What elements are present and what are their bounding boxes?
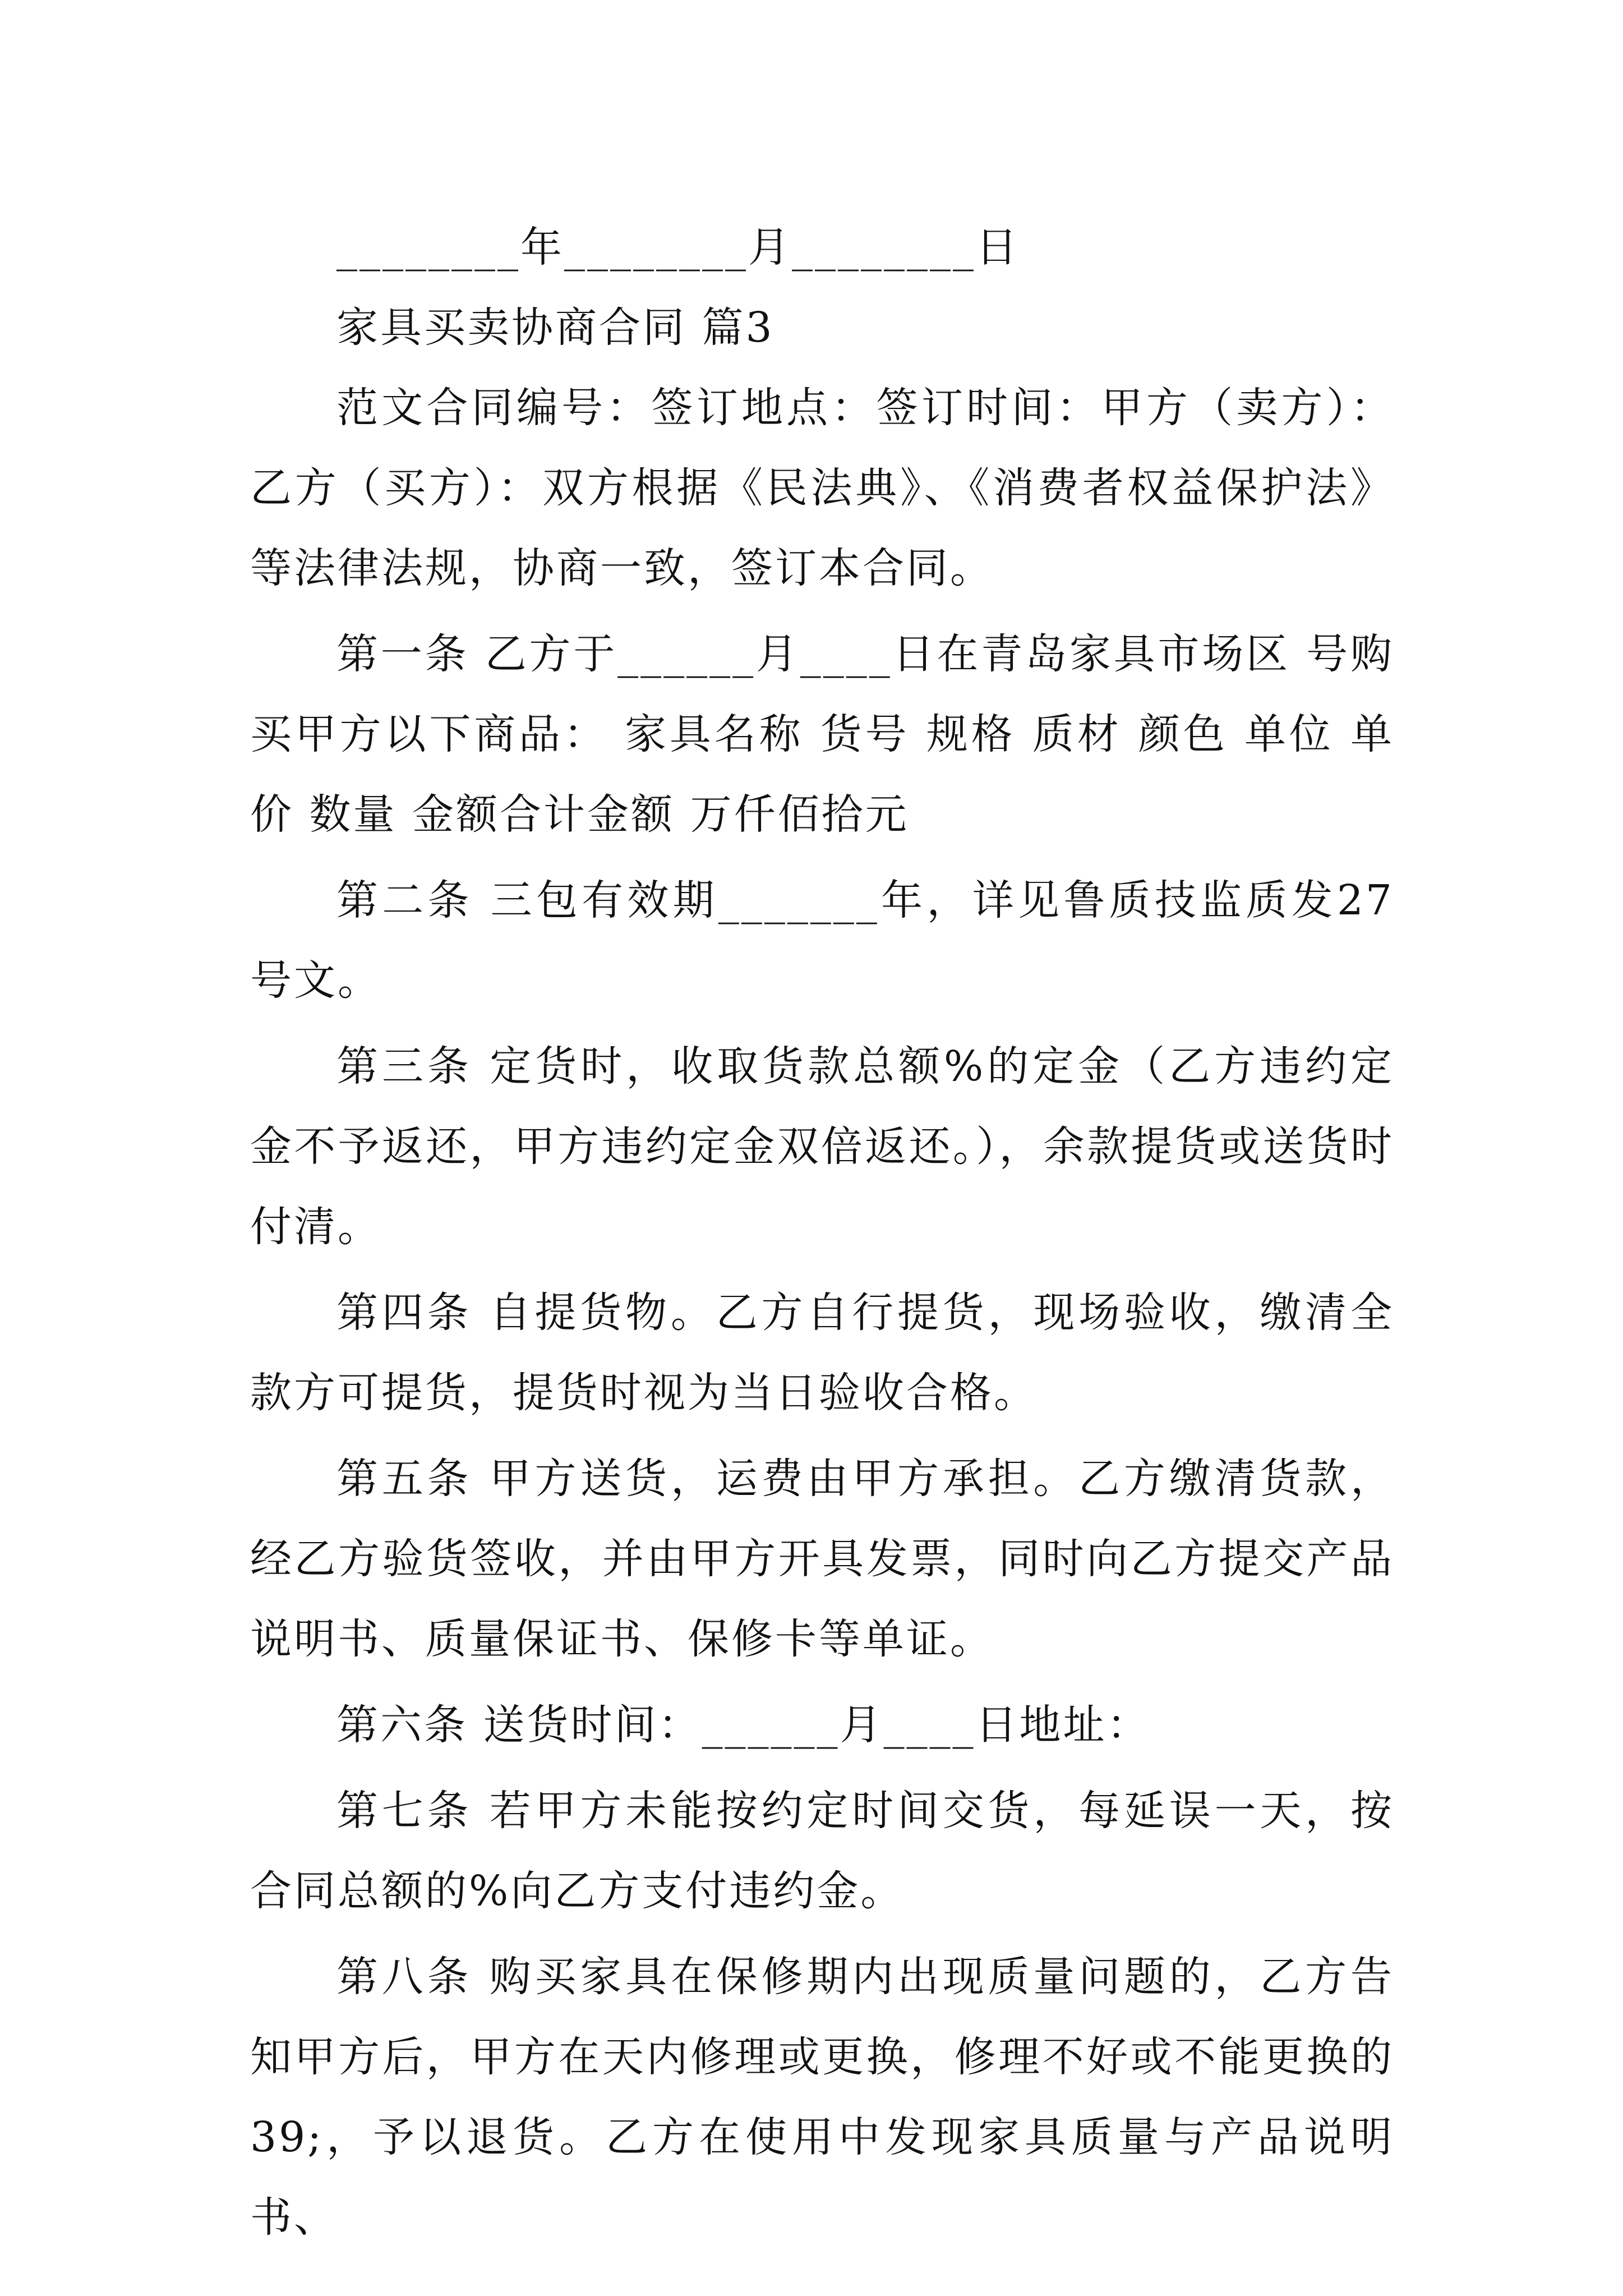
signature-date-line: ________年________月________日 xyxy=(336,223,1020,272)
article-8: 第八条 购买家具在保修期内出现质量问题的，乙方告知甲方后，甲方在天内修理或更换，修理不好或不能更换的39;，予以退货。乙方在使用中发现家具质量与产品说明书、 xyxy=(250,1953,1394,2242)
article-1: 第一条 乙方于______月____日在青岛家具市场区 号购买甲方以下商品： 家具名称 货号 规格 质材 颜色 单位 单价 数量 金额合计金额 万仟佰拾元 xyxy=(250,630,1394,839)
article-4: 第四条 自提货物。乙方自行提货，现场验收，缴清全款方可提货，提货时视为当日验收合格。 xyxy=(250,1289,1394,1417)
article-3: 第三条 定货时，收取货款总额%的定金（乙方违约定金不予返还，甲方违约定金双倍返还。），余款提货或送货时付清。 xyxy=(250,1042,1394,1251)
document-body xyxy=(250,208,1394,2258)
article-7: 第七条 若甲方未能按约定时间交货，每延误一天，按合同总额的%向乙方支付违约金。 xyxy=(250,1787,1394,1915)
article-2: 第二条 三包有效期_______年，详见鲁质技监质发27号文。 xyxy=(250,876,1394,1005)
article-6: 第六条 送货时间：______月____日地址： xyxy=(336,1701,1151,1749)
contract-heading: 家具买卖协商合同 篇3 xyxy=(336,303,774,352)
contract-preamble: 范文合同编号：签订地点：签订时间：甲方（卖方）：乙方（买方）：双方根据《民法典》、《消费者权益保护法》等法律法规，协商一致，签订本合同。 xyxy=(250,384,1394,592)
article-5: 第五条 甲方送货，运费由甲方承担。乙方缴清货款，经乙方验货签收，并由甲方开具发票，同时向乙方提交产品说明书、质量保证书、保修卡等单证。 xyxy=(250,1455,1394,1663)
